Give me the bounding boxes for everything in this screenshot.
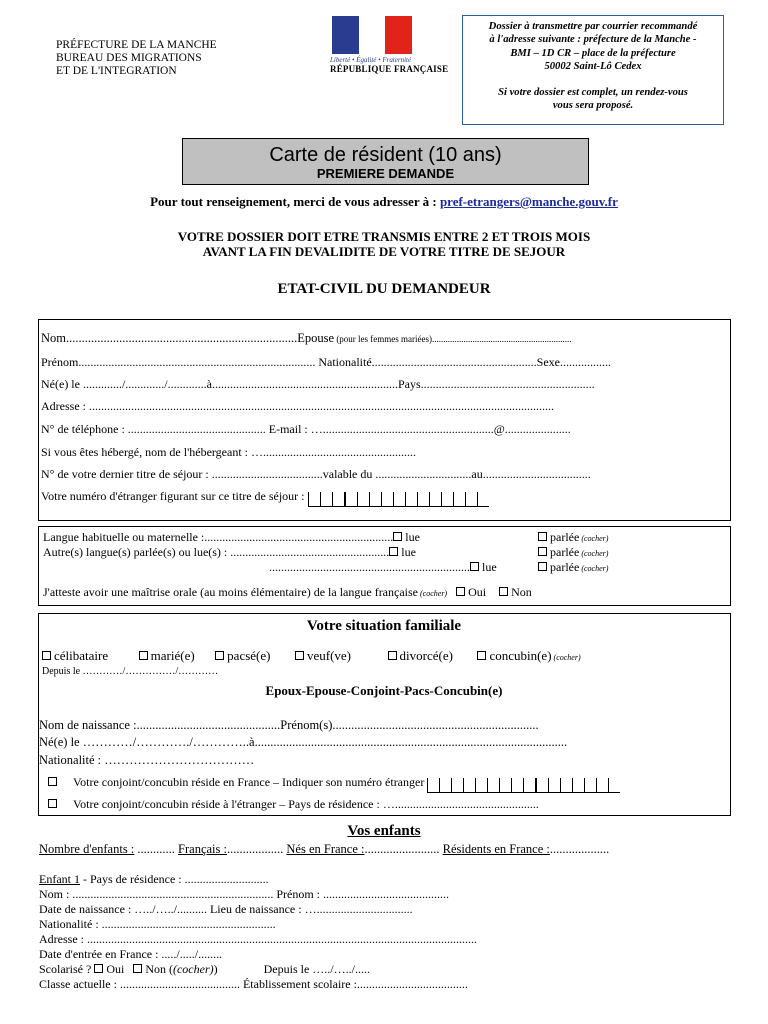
lue-checkbox[interactable] <box>470 562 479 571</box>
field-nom[interactable] <box>41 331 572 346</box>
parlee-label: parlée <box>550 530 580 544</box>
scolarise-depuis[interactable]: Depuis le …../…../..... <box>263 962 370 976</box>
checkbox[interactable] <box>388 651 397 660</box>
nes-dots: ........................ <box>364 842 443 856</box>
checkbox[interactable] <box>42 651 51 660</box>
field-titre-sejour[interactable]: N° de votre dernier titre de séjour : .....................................valable du ................................au.................................... <box>41 467 591 481</box>
notice-line: vous sera proposé. <box>552 100 634 112</box>
enfant-1-label: Enfant 1 <box>39 872 80 886</box>
conjoint-naissance[interactable]: Né(e) le …………/…………./…………..à.................................................................................................... <box>39 735 568 749</box>
enfants-heading: Vos enfants <box>347 823 421 839</box>
warning-line: VOTRE DOSSIER DOIT ETRE TRANSMIS ENTRE 2 ET TROIS MOIS <box>177 229 591 244</box>
residents-label: Résidents en France : <box>442 842 550 856</box>
contact-email-link[interactable]: pref-etrangers@manche.gouv.fr <box>439 194 618 209</box>
francais-label: Français : <box>178 842 227 856</box>
checkbox[interactable] <box>139 651 148 660</box>
lue-checkbox[interactable] <box>389 547 398 556</box>
prefecture-line: PRÉFECTURE DE LA MANCHE <box>56 39 217 51</box>
statut-concubin[interactable] <box>477 648 580 663</box>
enfant-1-pays[interactable] <box>39 872 269 886</box>
deadline-warning <box>0 229 768 259</box>
non-label: Non <box>145 962 166 976</box>
field-adresse[interactable]: Adresse : ........................................................................................................................................................... <box>41 399 554 413</box>
notice-spacer <box>463 73 723 86</box>
statut-celibataire[interactable] <box>42 648 108 663</box>
nombre-dots: ............ <box>134 842 179 856</box>
cocher-note: (cocher) <box>579 534 609 543</box>
epouse-dots: .............................................................. <box>432 334 572 344</box>
enfant-adresse[interactable]: Adresse : .................................................................................................................................. <box>39 932 477 946</box>
cocher-note: (cocher) <box>551 653 581 662</box>
conjoint-nom[interactable]: Nom de naissance :..............................................Prénom(s).................................................................. <box>39 718 539 732</box>
form-title: Carte de résident (10 ans) <box>269 144 502 166</box>
statut-marie[interactable] <box>139 648 195 663</box>
residents-dots: ................... <box>549 842 610 856</box>
attestation-label: J'atteste avoir une maîtrise orale (au moins élémentaire) de la langue française <box>43 585 418 599</box>
attestation-francais <box>43 585 532 601</box>
enfant-entree[interactable]: Date d'entrée en France : ...../...../........ <box>39 947 223 961</box>
numero-grid[interactable] <box>308 492 489 507</box>
oui-checkbox[interactable] <box>94 964 103 973</box>
checkbox[interactable] <box>215 651 224 660</box>
nombre-label: Nombre d'enfants : <box>39 842 135 856</box>
autre-langue-line[interactable] <box>269 560 497 574</box>
field-hebergeant[interactable]: Si vous êtes hébergé, nom de l'hébergeant : …................................................... <box>41 445 416 459</box>
field-prenom[interactable]: Prénom............................................................................... Nationalité.......................................................Sexe................. <box>41 355 611 369</box>
notice-line: Dossier à transmettre par courrier recommandé <box>488 21 698 32</box>
contact-line <box>0 194 768 210</box>
pays-residence: - Pays de résidence : ............................ <box>80 872 269 886</box>
lue-label: lue <box>482 560 497 574</box>
nes-label: Nés en France : <box>286 842 365 856</box>
option-label: célibataire <box>54 648 109 663</box>
prefecture-line: ET DE L'INTEGRATION <box>56 65 177 77</box>
logo-motto: Liberté • Égalité • Fraternité <box>330 56 412 64</box>
lue-checkbox[interactable] <box>393 532 402 541</box>
enfant-nationalite[interactable]: Nationalité : .......................................................... <box>39 917 276 931</box>
conjoint-etranger[interactable] <box>48 797 539 811</box>
lue-label: lue <box>405 530 420 544</box>
checkbox[interactable] <box>48 777 57 786</box>
logo-republic: RÉPUBLIQUE FRANÇAISE <box>330 64 449 74</box>
field-telephone[interactable]: N° de téléphone : .............................................. E-mail : ….........................................................@...................... <box>41 422 571 436</box>
conjoint-france-label: Votre conjoint/concubin réside en France – Indiquer son numéro étranger <box>73 775 425 789</box>
autre-langue-dots: ................................................................... <box>269 560 470 574</box>
option-label: divorcé(e) <box>399 648 453 663</box>
parlee-label: parlée <box>550 560 580 574</box>
parlee-checkbox[interactable] <box>538 547 547 556</box>
epouse-label: Epouse <box>297 331 335 345</box>
checkbox[interactable] <box>477 651 486 660</box>
option-label: marié(e) <box>150 648 195 663</box>
non-label: Non <box>511 585 532 599</box>
non-checkbox[interactable] <box>133 964 142 973</box>
form-title-box <box>182 138 589 185</box>
conjoint-numero-grid[interactable] <box>427 778 620 793</box>
parlee-label: parlée <box>550 545 580 559</box>
statut-options <box>42 649 581 665</box>
enfant-scolarise: Scolarisé ? Oui Non ((cocher)) Depuis le …../…../..... <box>39 962 370 976</box>
oui-label: Oui <box>468 585 487 599</box>
statut-divorce[interactable] <box>388 648 453 663</box>
conjoint-etranger-label: Votre conjoint/concubin réside à l'étranger – Pays de résidence : …................................................ <box>73 797 539 811</box>
statut-pacse[interactable] <box>215 648 270 663</box>
warning-line: AVANT LA FIN DEVALIDITE DE VOTRE TITRE DE SEJOUR <box>202 244 566 259</box>
field-naissance[interactable]: Né(e) le ............./............./.............à..............................................................Pays.......................................................... <box>41 377 595 391</box>
scolarise-label: Scolarisé ? <box>39 962 92 976</box>
notice-line: Si votre dossier est complet, un rendez-vous <box>498 87 688 99</box>
cocher-note: (cocher) <box>579 564 609 573</box>
parlee-option[interactable] <box>538 560 608 576</box>
oui-checkbox[interactable] <box>456 587 465 596</box>
cocher-note: (cocher) <box>172 962 214 976</box>
form-subtitle: PREMIERE DEMANDE <box>316 166 455 181</box>
autres-langues-label: Autre(s) langue(s) parlée(s) ou lue(s) : ..................................................... <box>43 545 390 559</box>
statut-veuf[interactable] <box>295 648 351 663</box>
option-label: concubin(e) <box>489 648 552 663</box>
parlee-checkbox[interactable] <box>538 532 547 541</box>
langue-habituelle-label: Langue habituelle ou maternelle :............................................................... <box>43 530 394 544</box>
parlee-option[interactable] <box>538 530 608 546</box>
nom-label: Nom.......................................................................... <box>41 331 298 345</box>
etat-civil-heading: ETAT-CIVIL DU DEMANDEUR <box>277 281 491 297</box>
non-checkbox[interactable] <box>499 587 508 596</box>
parlee-checkbox[interactable] <box>538 562 547 571</box>
lue-label: lue <box>401 545 416 559</box>
prefecture-header <box>56 39 217 78</box>
enfant-classe[interactable]: Classe actuelle : ........................................ Établissement scolaire :..................................... <box>39 977 468 991</box>
langue-habituelle[interactable] <box>43 530 420 544</box>
prefecture-line: BUREAU DES MIGRATIONS <box>56 52 202 64</box>
republique-logo <box>330 16 449 74</box>
enfants-counts[interactable] <box>39 842 609 856</box>
conjoint-heading: Epoux-Epouse-Conjoint-Pacs-Concubin(e) <box>265 683 503 698</box>
depuis-le[interactable]: Depuis le …………/……………/………… <box>42 666 219 677</box>
notice-line: BMI – 1D CR – place de la préfecture <box>510 47 676 59</box>
conjoint-france[interactable] <box>48 775 620 793</box>
cocher-note: (cocher) <box>418 589 448 598</box>
contact-text: Pour tout renseignement, merci de vous adresser à : <box>150 194 440 209</box>
option-label: pacsé(e) <box>227 648 271 663</box>
oui-label: Oui <box>106 962 125 976</box>
notice-line: 50002 Saint-Lô Cedex <box>544 60 642 72</box>
shipping-notice <box>462 15 724 125</box>
cocher-note: (cocher) <box>579 549 609 558</box>
parlee-option[interactable] <box>538 545 608 561</box>
enfant-nom[interactable]: Nom : ................................................................... Prénom : .......................................... <box>39 887 449 901</box>
notice-line: à l'adresse suivante : préfecture de la Manche - <box>489 34 697 46</box>
numero-label: Votre numéro d'étranger figurant sur ce titre de séjour : <box>41 489 308 503</box>
checkbox[interactable] <box>48 799 57 808</box>
autres-langues[interactable] <box>43 545 416 559</box>
epouse-note: (pour les femmes mariées) <box>334 334 433 344</box>
enfant-naissance[interactable]: Date de naissance : …../…../.......... Lieu de naissance : …................................ <box>39 902 413 916</box>
checkbox[interactable] <box>295 651 304 660</box>
conjoint-nationalite[interactable]: Nationalité : ……………………………… <box>39 753 255 767</box>
situation-heading: Votre situation familiale <box>306 618 462 634</box>
flag-icon <box>332 16 412 54</box>
option-label: veuf(ve) <box>306 648 352 663</box>
field-numero-etranger[interactable] <box>41 489 489 507</box>
francais-dots: .................. <box>227 842 287 856</box>
